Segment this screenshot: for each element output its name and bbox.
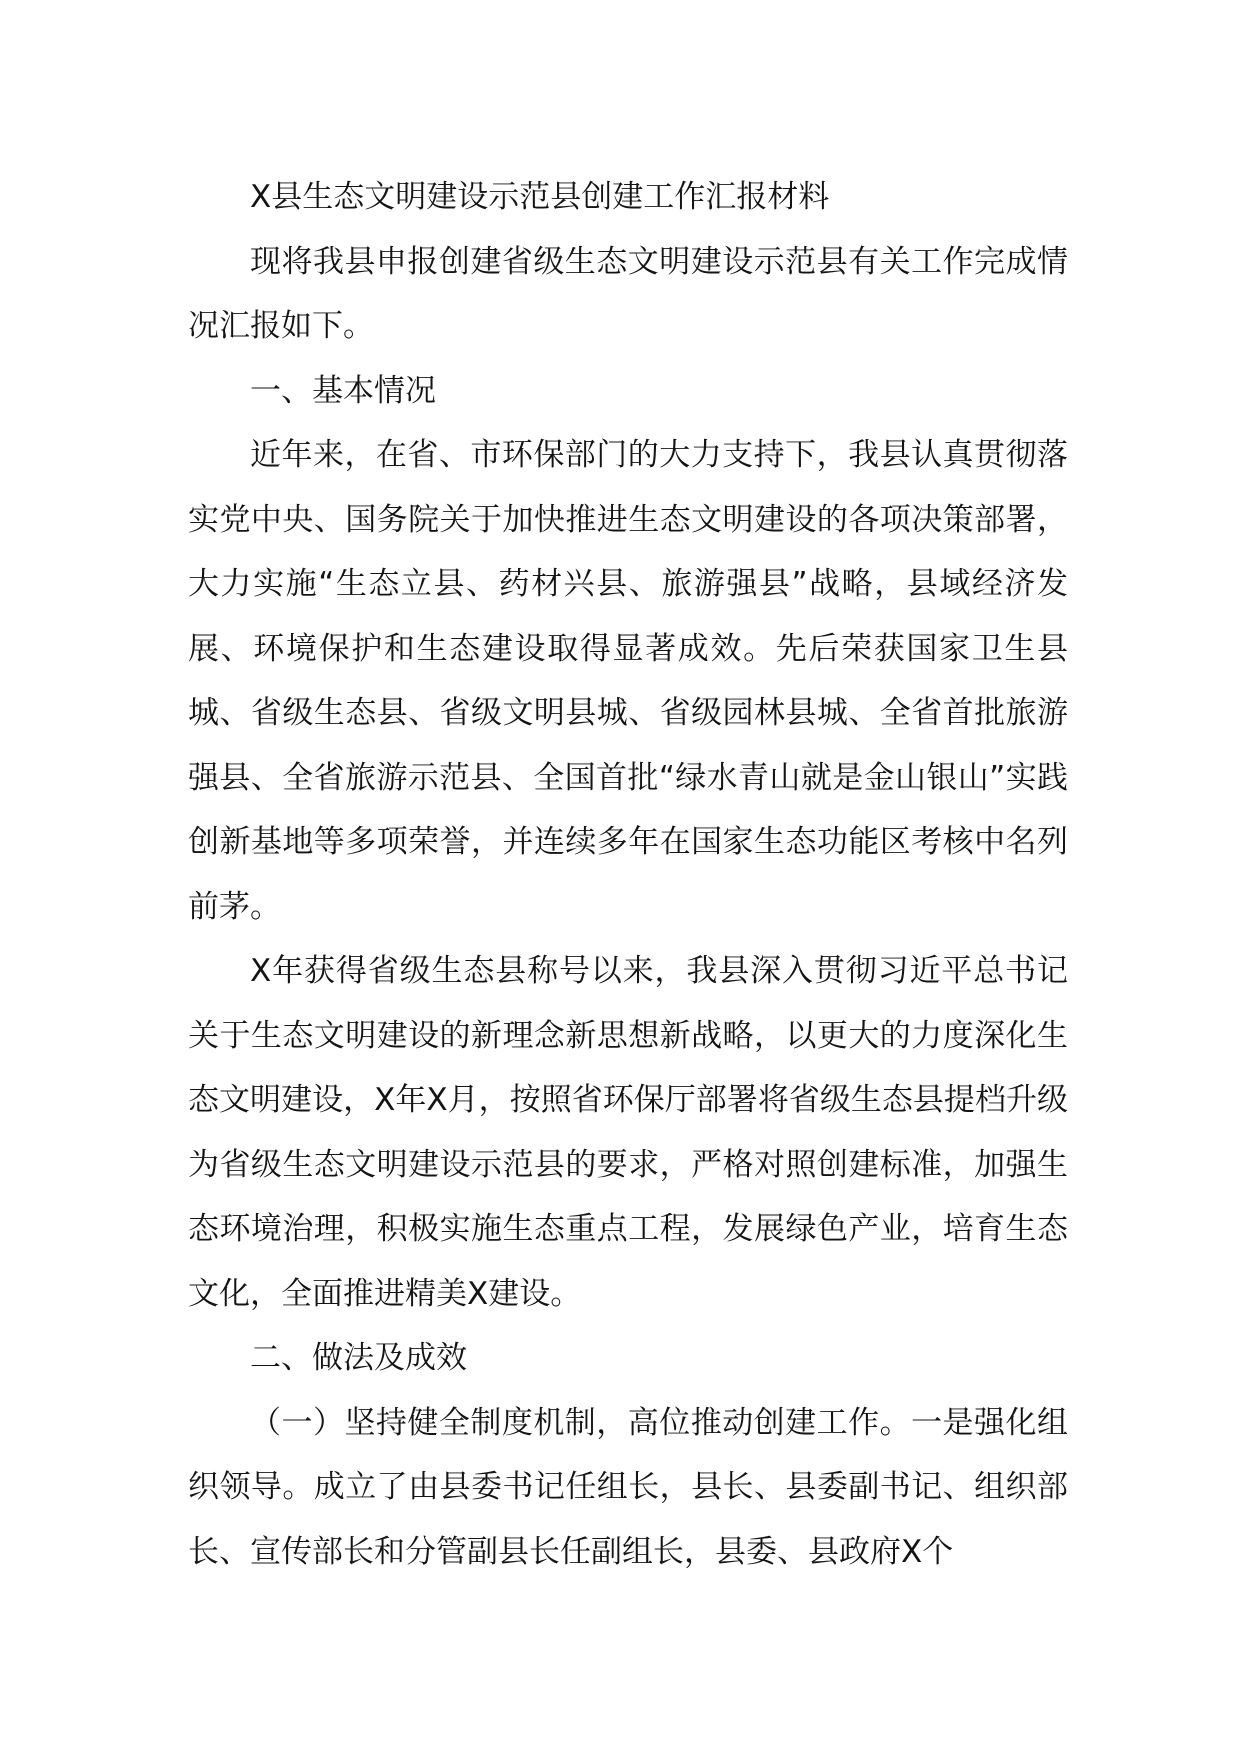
body-paragraph: 近年来，在省、市环保部门的大力支持下，我县认真贯彻落实党中央、国务院关于加快推进生态文明建设的各项决策部署，大力实施“生态立县、药材兴县、旅游强县”战略，县域经济发展、环境保护和生态建设取得显著成效。先后荣获国家卫生县城、省级生态县、省级文明县城、省级园林县城、全省首批旅游强县、全省旅游示范县、全国首批“绿水青山就是金山银山”实践创新基地等多项荣誉，并连续多年在国家生态功能区考核中名列前茅。 <box>188 437 1068 925</box>
body-paragraph: （一）坚持健全制度机制，高位推动创建工作。一是强化组织领导。成立了由县委书记任组长，县长、县委副书记、组织部长、宣传部长和分管副县长任副组长，县委、县政府X个 <box>188 1404 1068 1570</box>
document-title: X县生态文明建设示范县创建工作汇报材料 <box>250 179 830 215</box>
section-heading-measures-results: 二、做法及成效 <box>250 1340 467 1376</box>
intro-paragraph: 现将我县申报创建省级生态文明建设示范县有关工作完成情况汇报如下。 <box>188 243 1068 344</box>
document-body <box>188 165 1068 1584</box>
body-paragraph: X年获得省级生态县称号以来，我县深入贯彻习近平总书记关于生态文明建设的新理念新思想新战略，以更大的力度深化生态文明建设，X年X月，按照省环保厅部署将省级生态县提档升级为省级生态文明建设示范县的要求，严格对照创建标准，加强生态环境治理，积极实施生态重点工程，发展绿色产业，培育生态文化，全面推进精美X建设。 <box>188 953 1068 1312</box>
section-heading-basic-situation: 一、基本情况 <box>250 372 436 409</box>
